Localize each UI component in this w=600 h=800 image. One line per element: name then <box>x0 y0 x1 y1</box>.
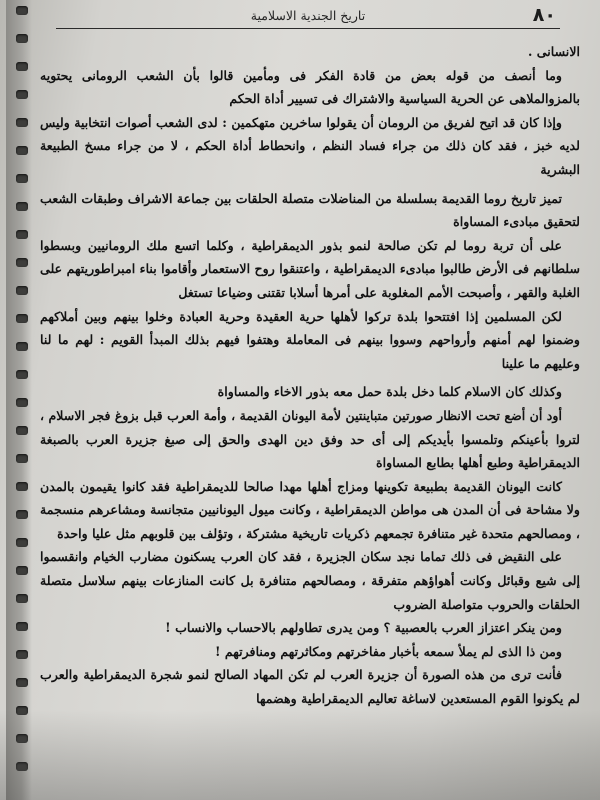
binding-hole <box>16 230 28 239</box>
binding-hole <box>16 314 28 323</box>
binding-hole <box>16 566 28 575</box>
page-header <box>56 6 560 29</box>
binding-hole <box>16 146 28 155</box>
paragraph: على النقيض فى ذلك تماما نجد سكان الجزيرة ، فقد كان العرب يسكنون مضارب الخيام وانقسموا إلى شيع وقبائل وكانت أهواؤهم متفرقة ، ومصالحهم متنافرة بل كانت المنازعات بينهم سلاسل متصلة الحلقات والحروب متواصلة الضروب <box>40 549 580 612</box>
binding-hole <box>16 594 28 603</box>
spiral-binding-strip <box>6 0 32 800</box>
paragraph: ومن ينكر اعتزاز العرب بالعصبية ؟ ومن يدرى تطاولهم بالاحساب والانساب ! <box>165 620 562 636</box>
binding-hole <box>16 706 28 715</box>
running-title: تاريخ الجندية الاسلامية <box>250 8 366 23</box>
binding-hole <box>16 762 28 771</box>
paragraph: أود أن أضع تحت الانظار صورتين متباينتين لأمة اليونان القديمة ، وأمة العرب قبل بزوغ فجر الاسلام ، لتروا بأعينكم وتلمسوا بأيديكم إلى أى حد وفق دين الهدى والحق إلى صبغ جزيرة العرب بالصبغة الديمقراطية وطبع أهلها بطابع المساواة <box>40 407 580 471</box>
binding-hole <box>16 342 28 351</box>
paragraph: على أن تربة روما لم تكن صالحة لنمو بذور الديمقراطية ، وكلما اتسع ملك الرومانيين وبسطوا سلطانهم فى الأرض طالبوا مبادىء الديمقراطية ، واعتنقوا روح الاستعمار وأقاموا بناء امبراطوريتهم على الغلبة والقهر ، وأصبحت الأمم المغلوبة على أمرها أسلابا تقتنى وضياعا تستغل <box>40 237 580 300</box>
page-number: ٨٠ <box>532 4 556 26</box>
binding-hole <box>16 650 28 659</box>
binding-hole <box>16 62 28 71</box>
binding-hole <box>16 538 28 547</box>
paragraph: وكذلك كان الاسلام كلما دخل بلدة حمل معه بذور الاخاء والمساواة <box>217 384 562 400</box>
binding-hole <box>16 90 28 99</box>
binding-hole <box>16 6 28 15</box>
binding-hole <box>16 174 28 183</box>
binding-hole <box>16 202 28 211</box>
binding-hole <box>16 678 28 687</box>
paragraph: فأنت ترى من هذه الصورة أن جزيرة العرب لم تكن المهاد الصالح لنمو شجرة الديمقراطية والعرب لم يكونوا القوم المستعدين لاساغة تعاليم الديمقراطية وهضمها <box>40 667 580 707</box>
paragraph: لكن المسلمين إذا افتتحوا بلدة تركوا لأهلها حرية العقيدة وحرية العبادة وخلوا بينهم وبين أملاكهم وضمنوا لهم أمنهم وأرواحهم وسووا بينهم فى المعاملة وهتفوا فيهم بذلك المبدأ القويم : لهم ما لنا وعليهم ما علينا <box>40 308 580 371</box>
binding-hole <box>16 398 28 407</box>
paragraph: وما أنصف من قوله بعض من قادة الفكر فى ومأمين قالوا بأن الشعب الرومانى يحتويه بالمزوالملاهى عن الحرية السياسية والاشتراك فى تسيير أداة الحكم <box>40 67 580 107</box>
binding-hole <box>16 118 28 127</box>
binding-hole <box>16 370 28 379</box>
binding-hole <box>16 622 28 631</box>
binding-hole <box>16 734 28 743</box>
paragraph: وإذا كان قد اتيح لفريق من الرومان أن يقولوا ساخرين متهكمين : لدى الشعب أصوات انتخابية وليس لديه خبز ، فقد كان ذلك من جراء فساد النظم ، وانحطاط أداة الحكم ، لا من جراء مسخ الطبيعة البشرية <box>40 114 580 177</box>
binding-hole <box>16 510 28 519</box>
binding-hole <box>16 34 28 43</box>
binding-hole <box>16 426 28 435</box>
binding-hole <box>16 482 28 491</box>
paragraph: الانسانى . <box>527 44 580 59</box>
body-text <box>40 40 580 711</box>
page-shadow <box>0 710 600 800</box>
binding-hole <box>16 454 28 463</box>
paragraph: ومن ذا الذى لم يملأ سمعه بأخبار مفاخرتهم ومكاثرتهم ومنافرتهم ! <box>215 643 562 659</box>
paragraph: تميز تاريخ روما القديمة بسلسلة من المناضلات متصلة الحلقات بين جماعة الاشراف وطبقات الشعب لتحقيق مبادىء المساواة <box>40 190 580 230</box>
paragraph: كانت اليونان القديمة بطبيعة تكوينها ومزاج أهلها مهدا صالحا للديمقراطية فقد كانوا يقيمون بالمدن ولا مشاحة فى أن المدن هى مواطن الديمقراطية ، وكانت ميول اليونانيين متجانسة ومشاعرهم منسجمة ، ومصالحهم متحدة غير متنافرة تجمعهم ذكريات تاريخية مشتركة ، وتؤلف بين قلوبهم مثل عليا واحدة <box>40 478 580 541</box>
binding-hole <box>16 258 28 267</box>
binding-hole <box>16 286 28 295</box>
